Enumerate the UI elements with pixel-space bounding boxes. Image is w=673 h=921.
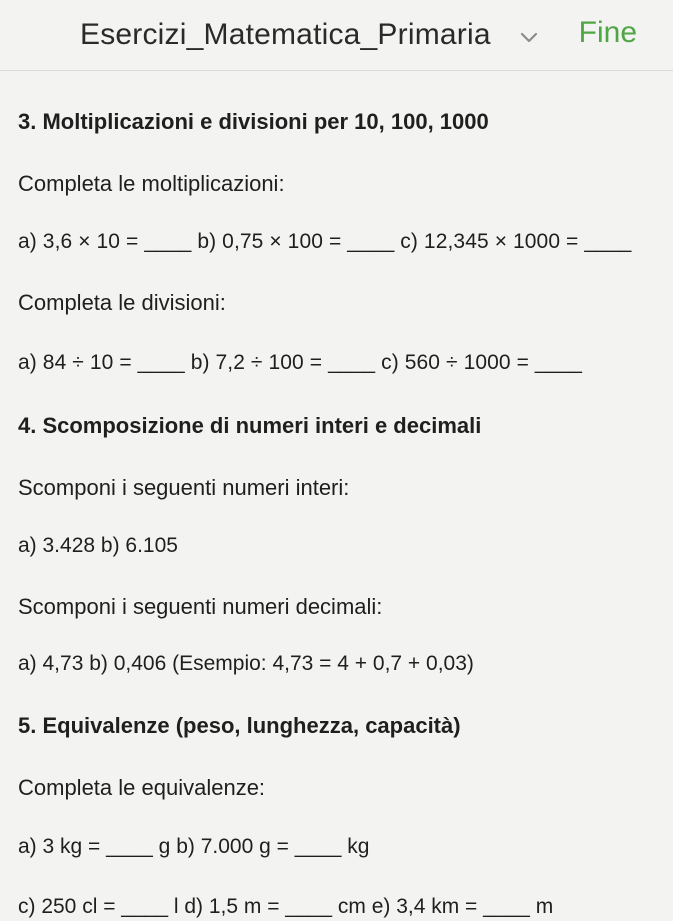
s3-div-exercises: a) 84 ÷ 10 = ____ b) 7,2 ÷ 100 = ____ c) 560 ÷ 1000 = ____ <box>18 350 583 374</box>
s4-dec-exercises: a) 4,73 b) 0,406 (Esempio: 4,73 = 4 + 0,7 + 0,03) <box>18 651 474 675</box>
document-title-button[interactable] <box>80 18 541 52</box>
s5-line-1: a) 3 kg = ____ g b) 7.000 g = ____ kg <box>18 835 370 858</box>
section-5-title: 5. Equivalenze (peso, lunghezza, capacità) <box>18 713 461 738</box>
document-title: Esercizi_Matematica_Primaria <box>80 18 491 51</box>
section-4-title: 4. Scomposizione di numeri interi e decimali <box>18 413 482 438</box>
s5-line-2: c) 250 cl = ____ l d) 1,5 m = ____ cm e) 3,4 km = ____ m <box>18 895 554 919</box>
s3-mult-heading: Completa le moltiplicazioni: <box>18 170 285 196</box>
top-bar <box>0 0 673 71</box>
s4-int-heading: Scomponi i seguenti numeri interi: <box>18 474 350 500</box>
chevron-down-icon <box>517 25 541 49</box>
s5-heading: Completa le equivalenze: <box>18 774 266 800</box>
s4-int-exercises: a) 3.428 b) 6.105 <box>18 534 178 557</box>
s3-mult-exercises: a) 3,6 × 10 = ____ b) 0,75 × 100 = ____ c) 12,345 × 1000 = ____ <box>18 230 632 253</box>
done-button[interactable]: Fine <box>578 16 637 49</box>
document-body <box>18 108 658 921</box>
s4-dec-heading: Scomponi i seguenti numeri decimali: <box>18 594 383 620</box>
s3-div-heading: Completa le divisioni: <box>18 290 226 316</box>
section-3-title: 3. Moltiplicazioni e divisioni per 10, 100, 1000 <box>18 109 489 134</box>
